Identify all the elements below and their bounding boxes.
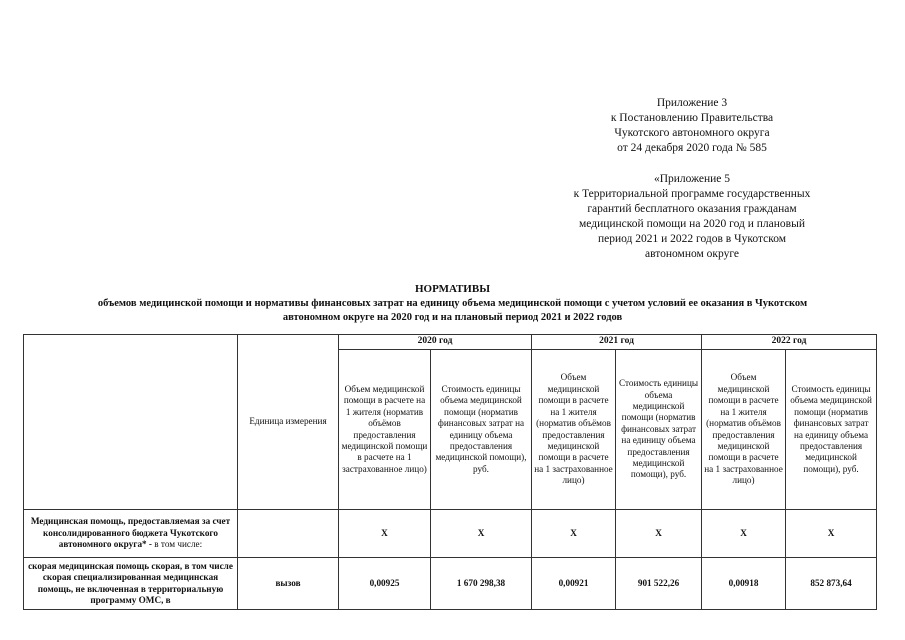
- document-heading: [20, 282, 885, 325]
- cell-cost-2021: X: [616, 510, 702, 558]
- norms-table: [23, 334, 877, 610]
- cell-volume-2020: 0,00925: [339, 558, 431, 610]
- appendix-5-line-2: к Территориальной программе государственных: [573, 188, 811, 200]
- header-unit: Единица измерения: [238, 335, 339, 510]
- appendix-5-line-6: автономном округе: [644, 248, 740, 260]
- row-label-bold: скорая медицинская помощь скорая, в том числе скорая специализированная медицинская помощь, не включенная в территориальную программу ОМС, в: [28, 560, 233, 605]
- header-volume-2021: Объем медицинской помощи в расчете на 1 жителя (норматив объёмов предоставления медицинской помощи в расчете на 1 застрахованное лицо): [532, 350, 616, 510]
- header-cost-2022: Стоимость единицы объема медицинской помощи (норматив финансовых затрат на единицу объема предоставления медицинской помощи), руб.: [786, 350, 877, 510]
- header-year-2022: 2022 год: [702, 335, 877, 350]
- header-year-2020: 2020 год: [339, 335, 532, 350]
- cell-cost-2020: X: [431, 510, 532, 558]
- header-volume-2020: Объем медицинской помощи в расчете на 1 жителя (норматив объёмов предоставления медицинской помощи в расчете на 1 застрахованное лицо): [339, 350, 431, 510]
- document-subtitle-line-1: объемов медицинской помощи и нормативы финансовых затрат на единицу объема медицинской помощи с учетом условий ее оказания в Чукотском: [97, 298, 808, 309]
- cell-cost-2021: 901 522,26: [616, 558, 702, 610]
- row-label-bold: Медицинская помощь, предоставляемая за счет консолидированного бюджета Чукотского автономного округа* -: [30, 516, 231, 550]
- cell-cost-2022: X: [786, 510, 877, 558]
- appendix-3-block: [540, 96, 844, 156]
- row-unit: вызов: [238, 558, 339, 610]
- cell-volume-2021: X: [532, 510, 616, 558]
- appendix-5-line-5: период 2021 и 2022 годов в Чукотском: [597, 233, 787, 245]
- header-cost-2021: Стоимость единицы объема медицинской помощи (норматив финансовых затрат на единицу объема предоставления медицинской помощи), руб.: [616, 350, 702, 510]
- row-label-plain: в том числе:: [152, 539, 203, 550]
- header-empty-cell: [24, 335, 238, 510]
- header-cost-2020: Стоимость единицы объема медицинской помощи (норматив финансовых затрат на единицу объема предоставления медицинской помощи), руб.: [431, 350, 532, 510]
- table-header-row-years: [24, 335, 877, 350]
- appendix-5-line-4: медицинской помощи на 2020 год и плановый: [578, 218, 805, 230]
- cell-volume-2022: X: [702, 510, 786, 558]
- appendix-5-block: [540, 172, 844, 262]
- appendix-5-line-3: гарантий бесплатного оказания гражданам: [587, 203, 797, 215]
- cell-volume-2022: 0,00918: [702, 558, 786, 610]
- appendix-3-line-3: Чукотского автономного округа: [614, 127, 770, 139]
- row-unit: [238, 510, 339, 558]
- cell-cost-2020: 1 670 298,38: [431, 558, 532, 610]
- document-subtitle-line-2: автономном округе на 2020 год и на плановый период 2021 и 2022 годов: [282, 312, 623, 323]
- cell-cost-2022: 852 873,64: [786, 558, 877, 610]
- appendix-3-line-2: к Постановлению Правительства: [610, 112, 774, 124]
- table-row: [24, 558, 877, 610]
- appendix-5-line-1: «Приложение 5: [653, 173, 731, 185]
- document-title: НОРМАТИВЫ: [414, 283, 490, 295]
- header-year-2021: 2021 год: [532, 335, 702, 350]
- cell-volume-2021: 0,00921: [532, 558, 616, 610]
- appendix-3-line-4: от 24 декабря 2020 года № 585: [617, 142, 767, 154]
- table-row: [24, 510, 877, 558]
- cell-volume-2020: X: [339, 510, 431, 558]
- header-volume-2022: Объем медицинской помощи в расчете на 1 жителя (норматив объёмов предоставления медицинской помощи в расчете на 1 застрахованное лицо): [702, 350, 786, 510]
- appendix-3-line-1: Приложение 3: [656, 97, 728, 109]
- row-label: [24, 558, 238, 610]
- row-label: [24, 510, 238, 558]
